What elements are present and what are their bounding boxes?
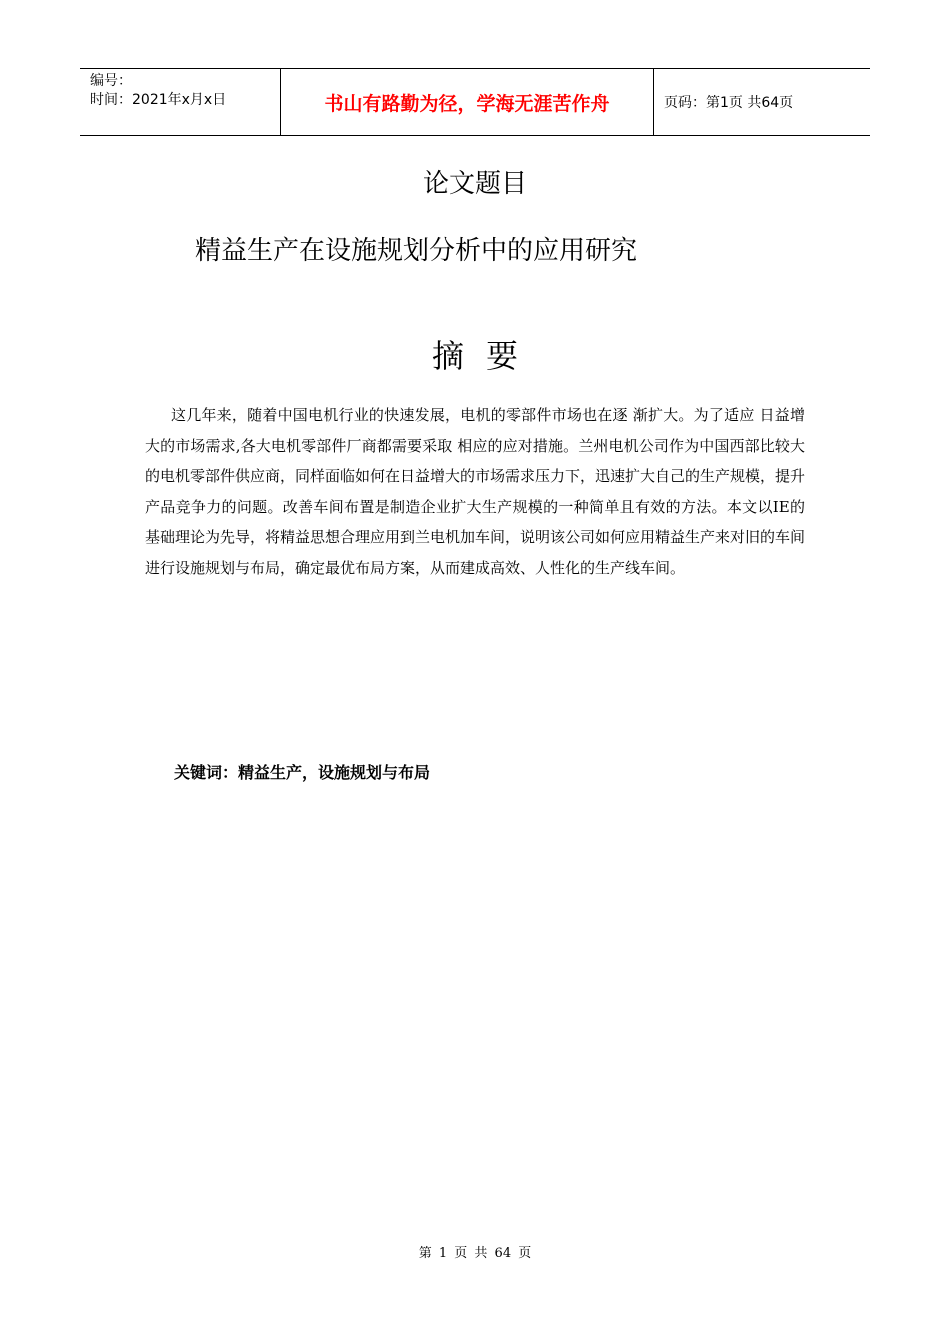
page-footer: 第 1 页 共 64 页 [418,1246,532,1261]
page-header [80,68,870,136]
document-time-label: 时间：2021年x月x日 [90,92,227,108]
thesis-label: 论文题目 [422,169,527,199]
abstract-body: 这几年来，随着中国电机行业的快速发展，电机的零部件市场也在逐 渐扩大。为了适应 日益增大的市场需求,各大电机零部件厂商都需要采取 相应的应对措施。兰州电机公司作为中国西部比较大的电机零部件供应商，同样面临如何在日益增大的市场需求压力下，迅速扩大自己的生产规模，提升产品竞争力的问题。改善车间布置是制造企业扩大生产规模的一种简单且有效的方法。本文以IE的基础理论为先导，将精益思想合理应用到兰电机加车间，说明该公司如何应用精益生产来对旧的车间进行设施规划与布局，确定最优布局方案，从而建成高效、人性化的生产线车间。 [145,406,806,577]
abstract-heading: 摘要 [431,337,540,375]
header-page-number: 页码：第1页 共64页 [664,95,794,111]
header-meta [80,69,281,135]
keywords: 关键词：精益生产，设施规划与布局 [174,763,431,782]
thesis-title: 精益生产在设施规划分析中的应用研究 [195,236,638,266]
header-motto: 书山有路勤为径，学海无涯苦作舟 [281,69,654,135]
document-number-label: 编号： [90,73,132,89]
